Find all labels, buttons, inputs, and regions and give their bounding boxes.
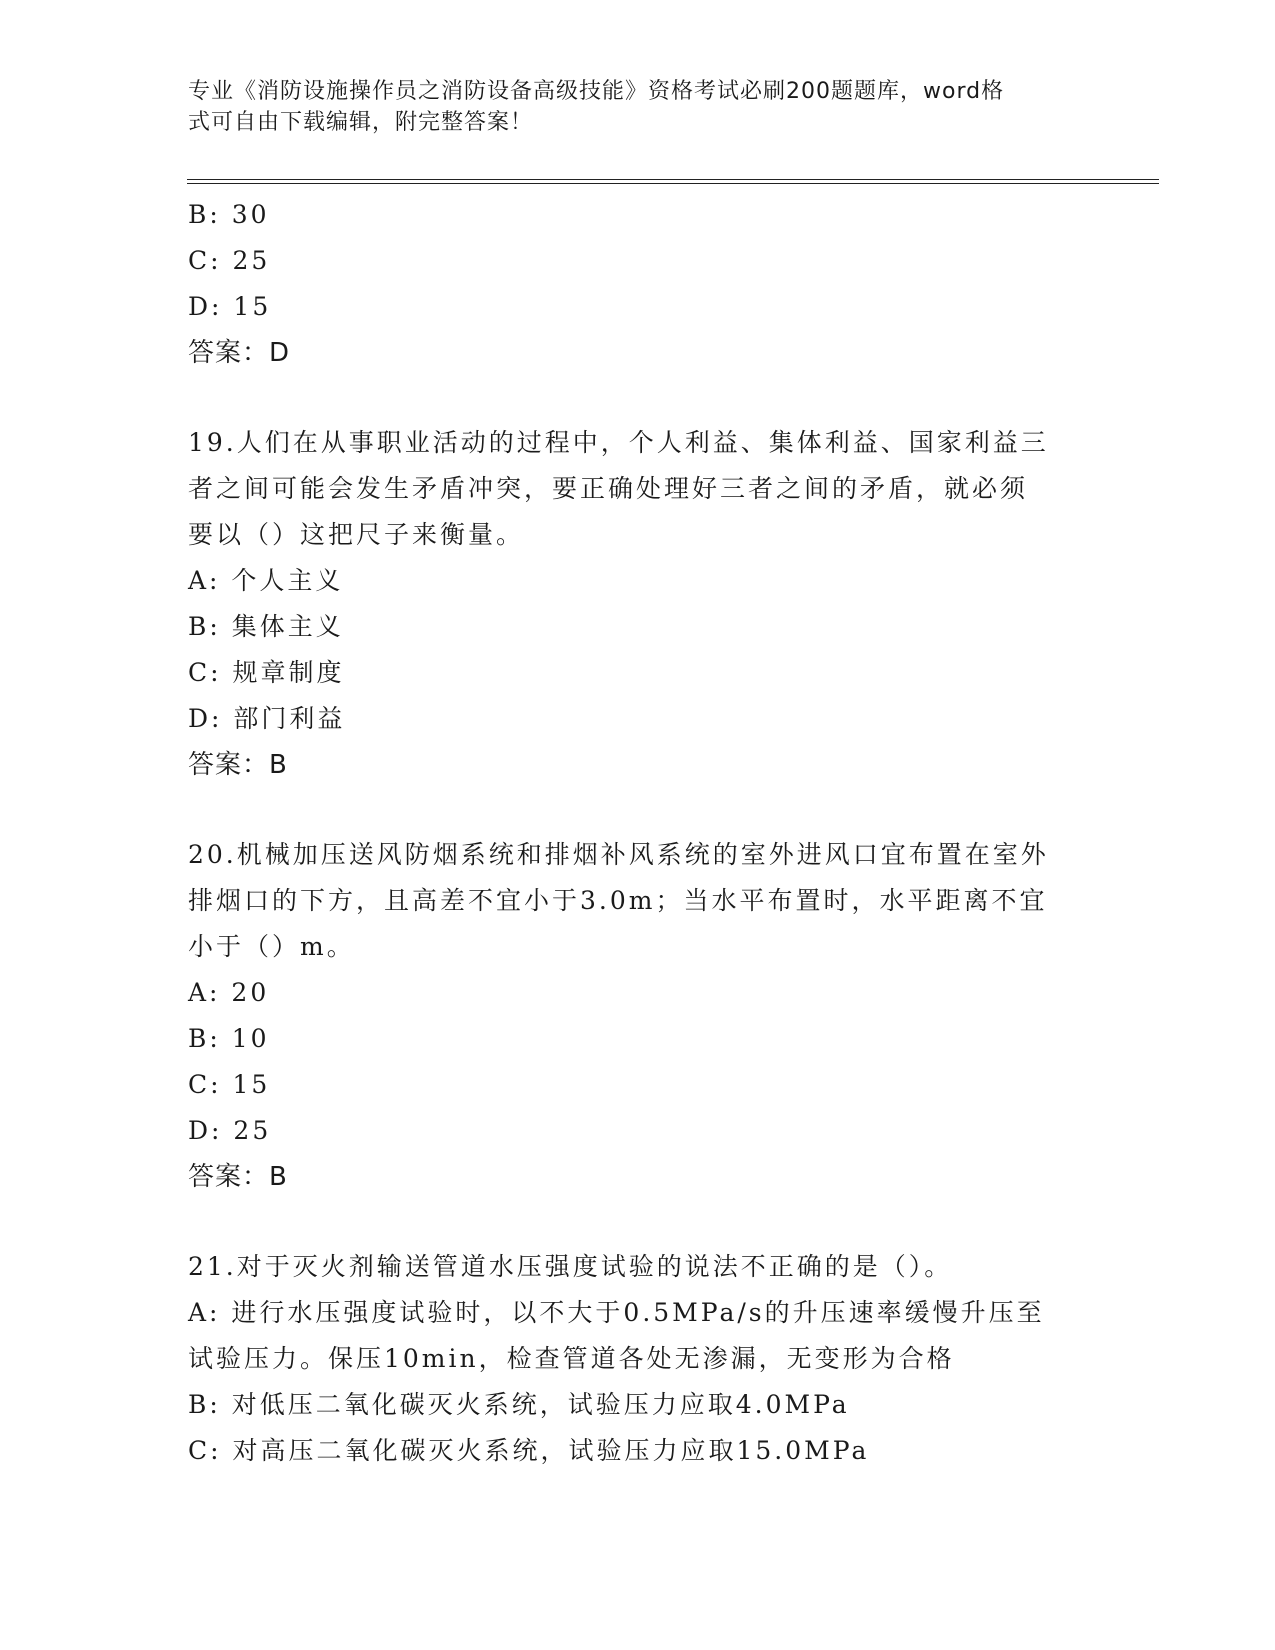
spacer (188, 788, 1088, 832)
header-divider-top (187, 179, 1159, 180)
option-b: B: 对低压二氧化碳灭火系统，试验压力应取4.0MPa (188, 1390, 850, 1419)
question-20 (188, 832, 1088, 1200)
option-a: A: 20 (188, 978, 270, 1007)
question-19 (188, 420, 1088, 788)
question-18-tail (188, 192, 1088, 376)
option-c: C: 对高压二氧化碳灭火系统，试验压力应取15.0MPa (188, 1436, 870, 1465)
question-text-line: 20.机械加压送风防烟系统和排烟补风系统的室外进风口宜布置在室外 (188, 840, 1049, 869)
question-text-line: 排烟口的下方，且高差不宜小于3.0m；当水平布置时，水平距离不宜 (188, 886, 1048, 915)
question-text-line: 19.人们在从事职业活动的过程中，个人利益、集体利益、国家利益三 (188, 428, 1049, 457)
question-text-line: 者之间可能会发生矛盾冲突，要正确处理好三者之间的矛盾，就必须 (188, 474, 1029, 503)
option-a-continued: 试验压力。保压10min，检查管道各处无渗漏，无变形为合格 (188, 1344, 955, 1373)
header-title-line-2: 式可自由下载编辑，附完整答案！ (188, 110, 534, 135)
answer-label: 答案：D (188, 338, 291, 368)
header-divider-bottom (187, 183, 1159, 184)
option-d: D: 部门利益 (188, 704, 346, 733)
question-21 (188, 1244, 1088, 1474)
question-text-line: 小于（）m。 (188, 932, 355, 961)
spacer (188, 1200, 1088, 1244)
question-list (188, 192, 1088, 1474)
spacer (188, 376, 1088, 420)
question-text-line: 要以（）这把尺子来衡量。 (188, 520, 525, 549)
option-a: A: 个人主义 (188, 566, 344, 595)
option-b: B: 集体主义 (188, 612, 344, 641)
question-text-line: 21.对于灭火剂输送管道水压强度试验的说法不正确的是（）。 (188, 1252, 953, 1281)
option-c: C: 15 (188, 1070, 271, 1099)
option-b: B: 10 (188, 1024, 270, 1053)
option-a: A: 进行水压强度试验时，以不大于0.5MPa/s的升压速率缓慢升压至 (188, 1298, 1045, 1327)
option-c: C: 25 (188, 246, 271, 275)
document-header (188, 76, 1068, 138)
option-c: C: 规章制度 (188, 658, 345, 687)
option-d: D: 15 (188, 292, 272, 321)
answer-label: 答案：B (188, 1162, 288, 1192)
option-b: B: 30 (188, 200, 270, 229)
header-title-line-1: 专业《消防设施操作员之消防设备高级技能》资格考试必刷200题题库，word格 (188, 79, 1005, 104)
answer-label: 答案：B (188, 750, 288, 780)
option-d: D: 25 (188, 1116, 272, 1145)
